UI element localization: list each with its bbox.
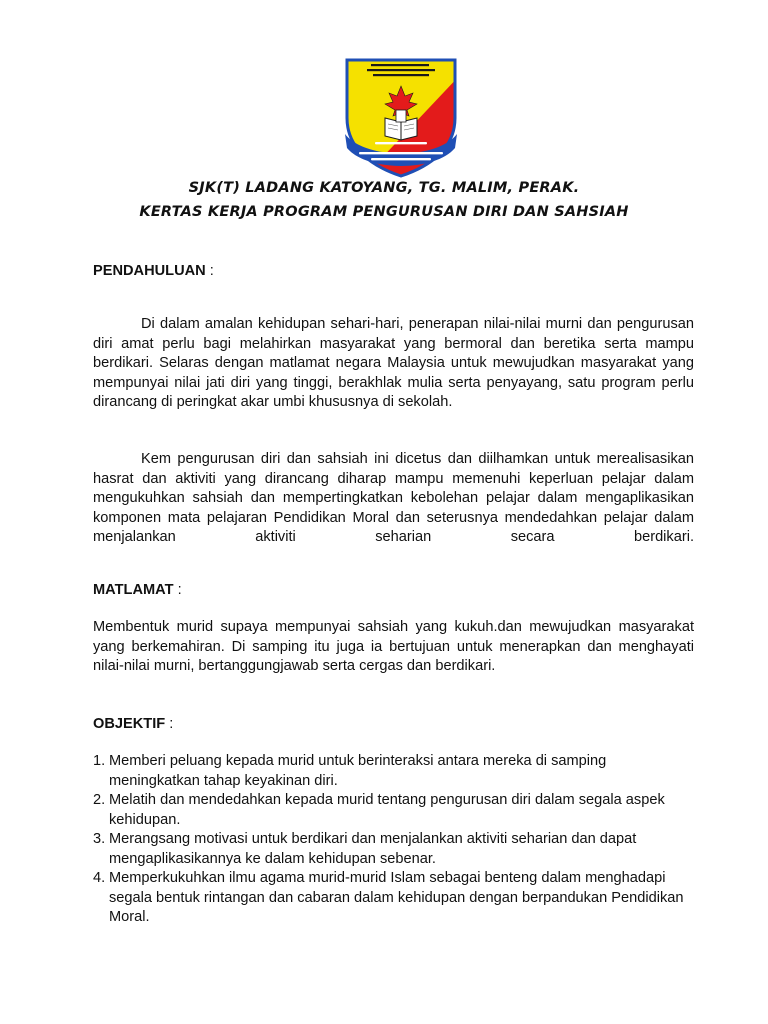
list-number: 2. (93, 792, 106, 808)
pendahuluan-paragraph-2: Kem pengurusan diri dan sahsiah ini dicetus dan diilhamkan untuk merealisasikan hasrat dan aktiviti yang dirancang diharap mampu memenuhi keperluan pelajar dalam mengukuhkan sahsiah dan mempertingkatkan kebolehan pelajar dalam mengaplikasikan komponen mata pelajaran Pendidikan Moral dan seterusnya mendedahkan pelajar dalam menjalankan aktiviti seharian secara berdikari. (93, 451, 694, 545)
heading-label: OBJEKTIF (93, 716, 166, 732)
heading-label: MATLAMAT (93, 582, 174, 598)
document-title-program: KERTAS KERJA PROGRAM PENGURUSAN DIRI DAN SAHSIAH (139, 204, 629, 220)
objektif-list (93, 752, 694, 928)
list-number: 4. (93, 870, 106, 886)
list-number: 1. (93, 753, 106, 769)
heading-colon: : (165, 716, 174, 732)
section-heading-objektif (93, 715, 173, 735)
list-item-text: Memberi peluang kepada murid untuk berinteraksi antara mereka di samping meningkatkan tahap keyakinan diri. (109, 753, 607, 789)
matlamat-paragraph: Membentuk murid supaya mempunyai sahsiah yang kukuh.dan mewujudkan masyarakat yang berkemahiran. Di samping itu juga ia bertujuan untuk menerapkan dan menghayati nilai-nilai murni, bertanggungjawab serta cergas dan berdikari. (93, 619, 694, 674)
list-item-text: Merangsang motivasi untuk berdikari dan menjalankan aktiviti seharian dan dapat mengaplikasikannya ke dalam kehidupan sebenar. (109, 831, 637, 867)
list-item-text: Memperkukuhkan ilmu agama murid-murid Islam sebagai benteng dalam menghadapi segala bentuk rintangan dan cabaran dalam kehidupan dengan berpandukan Pendidikan Moral. (109, 870, 684, 925)
objektif-item-3 (93, 830, 694, 869)
list-number: 3. (93, 831, 106, 847)
list-item-text: Melatih dan mendedahkan kepada murid tentang pengurusan diri dalam segala aspek kehidupan. (109, 792, 665, 828)
heading-label: PENDAHULUAN (93, 263, 206, 279)
pendahuluan-paragraph-1: Di dalam amalan kehidupan sehari-hari, penerapan nilai-nilai murni dan pengurusan diri amat perlu bagi melahirkan masyarakat yang bermoral dan beretika serta mampu berdikari. Selaras dengan matlamat negara Malaysia untuk mewujudkan masyarakat yang mempunyai nilai jati diri yang tinggi, berakhlak mulia serta penyayang, satu program perlu dirancang di peringkat akar umbi khususnya di sekolah. (93, 316, 694, 410)
section-heading-pendahuluan (93, 262, 214, 282)
heading-colon: : (173, 582, 182, 598)
objektif-item-1 (93, 752, 694, 791)
crest-motto (375, 142, 427, 144)
heading-colon: : (205, 263, 214, 279)
document-title-school: SJK(T) LADANG KATOYANG, TG. MALIM, PERAK. (188, 180, 580, 196)
objektif-item-4 (93, 869, 694, 928)
crest-top-text (367, 64, 435, 76)
objektif-item-2 (93, 791, 694, 830)
school-crest-logo (341, 56, 461, 180)
section-heading-matlamat (93, 581, 182, 601)
